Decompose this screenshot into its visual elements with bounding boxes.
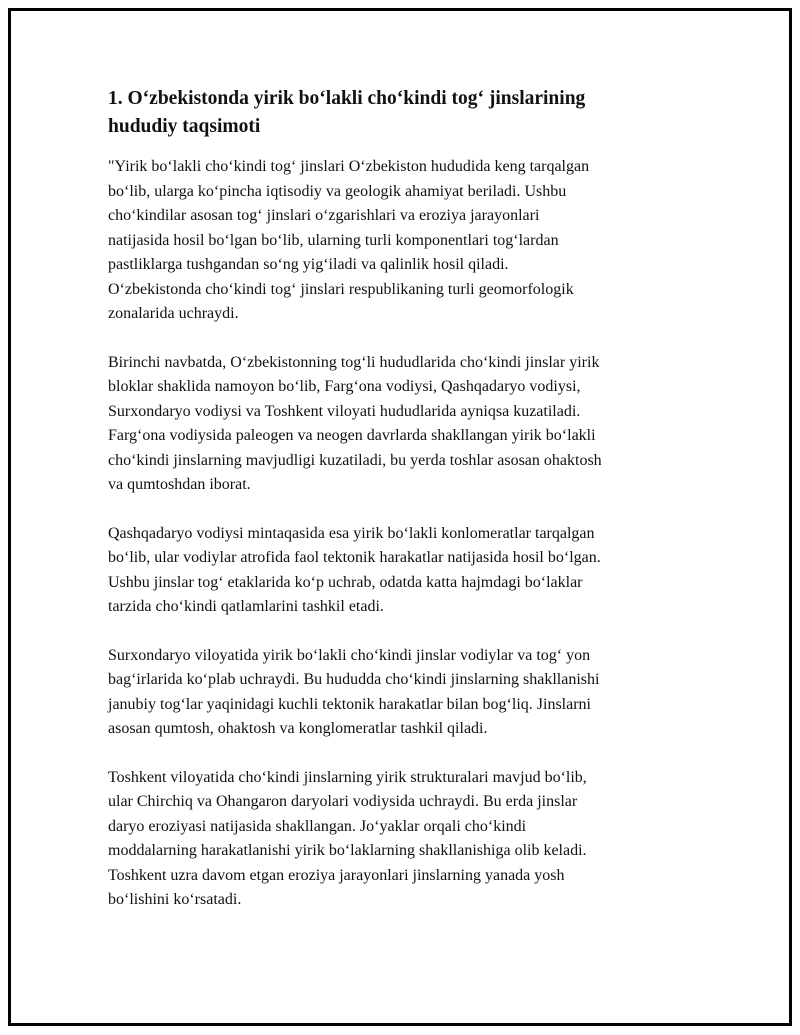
section-heading: 1. O‘zbekistonda yirik bo‘lakli cho‘kindi tog‘ jinslarining hududiy taqsimoti: [108, 88, 586, 137]
paragraph-surxondaryo: Surxondaryo viloyatida yirik bo‘lakli cho‘kindi jinslar vodiylar va tog‘ yon bag‘irlarida ko‘plab uchraydi. Bu hududda cho‘kindi jinslarning shakllanishi janubiy tog‘lar yaqinidagi kuchli tektonik harakatlar bilan bog‘liq. Jinslarni asosan qumtosh, ohaktosh va konglomeratlar tashkil qiladi.: [108, 646, 600, 737]
paragraph-intro: "Yirik bo‘lakli cho‘kindi tog‘ jinslari O‘zbekiston hududida keng tarqalgan bo‘lib, ularga ko‘pincha iqtisodiy va geologik ahamiyat beriladi. Ushbu cho‘kindilar asosan tog‘ jinslari o‘zgarishlari va eroziya jarayonlari natijasida hosil bo‘lgan bo‘lib, ularning turli komponentlari tog‘lardan pastliklarga tushgandan so‘ng yig‘iladi va qalinlik hosil qiladi. O‘zbekistonda cho‘kindi tog‘ jinslari respublikaning turli geomorfologik zonalarida uchraydi.: [108, 158, 590, 322]
paragraph-qashqadaryo: Qashqadaryo vodiysi mintaqasida esa yirik bo‘lakli konlomeratlar tarqalgan bo‘lib, ular vodiylar atrofida faol tektonik harakatlar natijasida hosil bo‘lgan. Ushbu jinslar tog‘ etaklarida ko‘p uchrab, odatda katta hajmdagi bo‘laklar tarzida cho‘kindi qatlamlarini tashkil etadi.: [108, 524, 601, 615]
paragraph-toshkent: Toshkent viloyatida cho‘kindi jinslarning yirik strukturalari mavjud bo‘lib, ular Chirchiq va Ohangaron daryolari vodiysida uchraydi. Bu erda jinslar daryo eroziyasi natijasida shakllangan. Jo‘yaklar orqali cho‘kindi moddalarning harakatlanishi yirik bo‘laklarning shakllanishiga olib keladi. Toshkent uzra davom etgan eroziya jarayonlari jinslarning yanada yosh bo‘lishini ko‘rsatadi.: [108, 768, 587, 908]
paragraph-mountain-regions: Birinchi navbatda, O‘zbekistonning tog‘li hududlarida cho‘kindi jinslar yirik bloklar shaklida namoyon bo‘lib, Farg‘ona vodiysi, Qashqadaryo vodiysi, Surxondaryo vodiysi va Toshkent viloyati hududlarida ayniqsa kuzatiladi. Farg‘ona vodiysida paleogen va neogen davrlarda shakllangan yirik bo‘lakli cho‘kindi jinslarning mavjudligi kuzatiladi, bu yerda toshlar asosan ohaktosh va qumtoshdan iborat.: [108, 353, 602, 493]
document-body: [108, 85, 688, 937]
